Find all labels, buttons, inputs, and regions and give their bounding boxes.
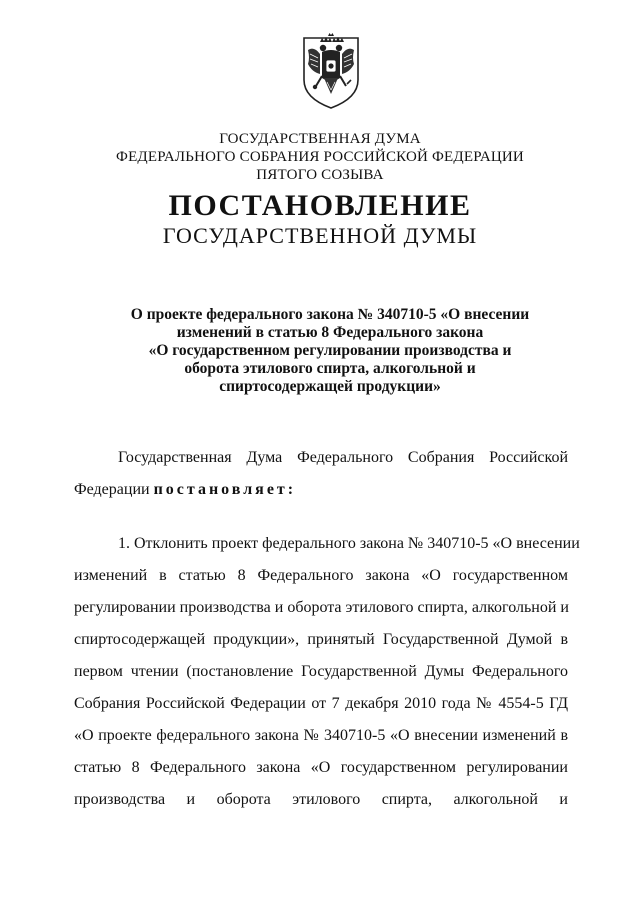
subject-line: «О государственном регулировании производства и — [148, 342, 512, 359]
document-title: ПОСТАНОВЛЕНИЕ — [168, 189, 472, 222]
subject-line: спиртосодержащей продукции» — [219, 378, 441, 395]
header-line: ПЯТОГО СОЗЫВА — [256, 167, 384, 183]
subject-line: оборота этилового спирта, алкогольной и — [184, 360, 476, 377]
preamble-line — [74, 474, 568, 506]
document-subtitle: ГОСУДАРСТВЕННОЙ ДУМЫ — [162, 223, 478, 248]
paragraph-line: Собрания Российской Федерации от 7 декабря 2010 года № 4554-5 ГД — [74, 695, 568, 712]
subject-line: О проекте федерального закона № 340710-5 «О внесении — [130, 306, 530, 323]
paragraph-line: регулировании производства и оборота этилового спирта, алкогольной и — [74, 599, 569, 616]
paragraph-line: 1. Отклонить проект федерального закона № 340710-5 «О внесении — [118, 535, 580, 552]
paragraph-line: «О проекте федерального закона № 340710-5 «О внесении изменений в — [74, 727, 568, 744]
paragraph-1 — [74, 528, 580, 816]
document-subject — [120, 306, 540, 396]
header-line: ФЕДЕРАЛЬНОГО СОБРАНИЯ РОССИЙСКОЙ ФЕДЕРАЦИИ — [116, 149, 524, 165]
issuer-header — [0, 130, 640, 184]
coat-of-arms-icon — [298, 28, 364, 110]
paragraph-line: первом чтении (постановление Государственной Думы Федерального — [74, 663, 568, 680]
paragraph-line: статью 8 Федерального закона «О государственном регулировании — [74, 759, 568, 776]
subject-line: изменений в статью 8 Федерального закона — [176, 324, 484, 341]
preamble — [74, 442, 568, 506]
paragraph-line: производства и оборота этилового спирта, алкогольной и — [74, 791, 568, 808]
paragraph-line: изменений в статью 8 Федерального закона «О государственном — [74, 567, 568, 584]
paragraph-line: спиртосодержащей продукции», принятый Государственной Думой в — [74, 631, 568, 648]
preamble-line: Государственная Дума Федерального Собрания Российской — [118, 449, 568, 466]
preamble-prefix: Федерации — [74, 481, 154, 498]
header-line: ГОСУДАРСТВЕННАЯ ДУМА — [219, 131, 421, 147]
resolves-keyword: постановляет: — [153, 481, 297, 498]
